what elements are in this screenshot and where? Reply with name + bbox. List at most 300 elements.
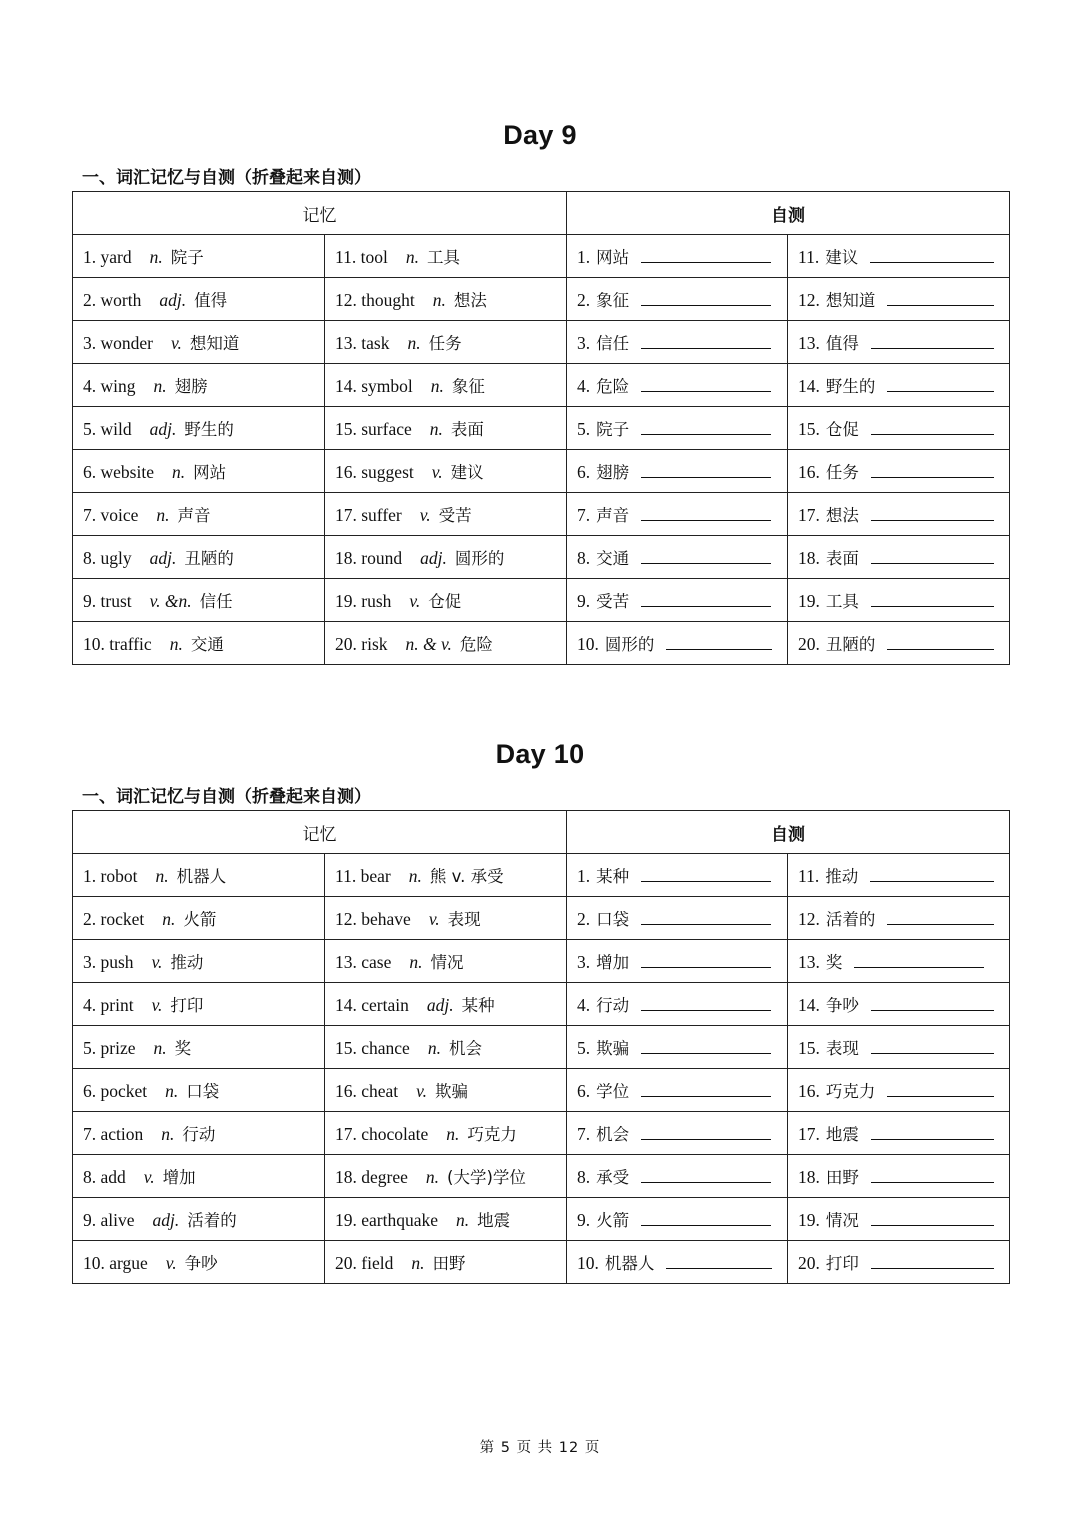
entry-meaning: 火箭 xyxy=(183,910,217,929)
entry-number: 3. xyxy=(83,952,97,972)
memory-entry xyxy=(73,1198,325,1241)
table-row xyxy=(73,536,1010,579)
entry-word: symbol xyxy=(361,376,413,396)
table-header-row xyxy=(73,811,1010,854)
entry-part-of-speech: v. xyxy=(416,1081,428,1101)
answer-blank[interactable] xyxy=(641,1037,771,1054)
answer-blank[interactable] xyxy=(870,865,993,882)
selftest-entry xyxy=(567,536,788,579)
selftest-number: 8. xyxy=(577,1167,591,1187)
answer-blank[interactable] xyxy=(887,1080,993,1097)
selftest-entry xyxy=(788,854,1010,897)
memory-entry xyxy=(73,1069,325,1112)
selftest-number: 10. xyxy=(577,1253,599,1273)
entry-part-of-speech: n. xyxy=(405,247,419,267)
entry-number: 10. xyxy=(83,634,105,654)
selftest-prompt: 建议 xyxy=(825,248,859,267)
selftest-number: 13. xyxy=(798,333,820,353)
entry-meaning: 表面 xyxy=(450,420,484,439)
memory-entry xyxy=(325,854,567,897)
entry-word: pocket xyxy=(100,1081,148,1101)
selftest-prompt: 信任 xyxy=(596,334,630,353)
table-header-row xyxy=(73,192,1010,235)
selftest-number: 7. xyxy=(577,505,591,525)
entry-part-of-speech: v. xyxy=(431,462,443,482)
answer-blank[interactable] xyxy=(666,1252,771,1269)
day9-vocab-table xyxy=(72,191,1010,665)
memory-entry xyxy=(73,407,325,450)
selftest-prompt: 活着的 xyxy=(825,910,876,929)
selftest-number: 15. xyxy=(798,1038,820,1058)
table-row xyxy=(73,493,1010,536)
selftest-entry xyxy=(788,364,1010,407)
entry-word: wing xyxy=(100,376,136,396)
entry-part-of-speech: v. xyxy=(165,1253,177,1273)
entry-meaning: 象征 xyxy=(451,377,485,396)
entry-meaning: 推动 xyxy=(170,953,204,972)
selftest-entry xyxy=(567,1155,788,1198)
selftest-prompt: 推动 xyxy=(825,867,859,886)
answer-blank[interactable] xyxy=(871,547,994,564)
selftest-entry xyxy=(567,897,788,940)
memory-entry xyxy=(325,321,567,364)
entry-word: traffic xyxy=(109,634,152,654)
memory-entry xyxy=(325,407,567,450)
answer-blank[interactable] xyxy=(641,994,771,1011)
entry-meaning: 熊 v. 承受 xyxy=(429,867,504,886)
selftest-prompt: 翅膀 xyxy=(596,463,630,482)
entry-number: 4. xyxy=(83,995,97,1015)
table-row xyxy=(73,407,1010,450)
entry-part-of-speech: n. xyxy=(155,866,169,886)
entry-word: suffer xyxy=(361,505,402,525)
entry-meaning: (大学)学位 xyxy=(447,1168,526,1187)
entry-part-of-speech: n. xyxy=(161,1124,175,1144)
entry-word: degree xyxy=(361,1167,408,1187)
entry-part-of-speech: adj. xyxy=(149,419,177,439)
entry-meaning: 活着的 xyxy=(187,1211,237,1230)
entry-meaning: 工具 xyxy=(426,248,460,267)
entry-word: worth xyxy=(100,290,142,310)
selftest-prompt: 象征 xyxy=(596,291,630,310)
entry-part-of-speech: n. xyxy=(171,462,186,482)
memory-entry xyxy=(325,278,567,321)
memory-entry xyxy=(325,1026,567,1069)
table-row xyxy=(73,579,1010,622)
memory-entry xyxy=(73,235,325,278)
table-row xyxy=(73,854,1010,897)
memory-entry xyxy=(73,1112,325,1155)
table-row xyxy=(73,1026,1010,1069)
answer-blank[interactable] xyxy=(871,418,994,435)
entry-meaning: 危险 xyxy=(459,635,493,654)
entry-word: rocket xyxy=(100,909,145,929)
entry-part-of-speech: v. xyxy=(143,1167,155,1187)
selftest-number: 3. xyxy=(577,333,591,353)
entry-meaning: 想知道 xyxy=(189,334,240,353)
selftest-number: 16. xyxy=(798,462,820,482)
selftest-entry xyxy=(788,1026,1010,1069)
entry-meaning: 地震 xyxy=(477,1211,511,1230)
selftest-number: 4. xyxy=(577,376,591,396)
memory-entry xyxy=(325,364,567,407)
selftest-prompt: 表现 xyxy=(825,1039,859,1058)
selftest-number: 5. xyxy=(577,419,591,439)
selftest-prompt: 丑陋的 xyxy=(825,635,876,654)
selftest-entry xyxy=(788,897,1010,940)
selftest-prompt: 交通 xyxy=(596,549,630,568)
entry-part-of-speech: n. xyxy=(408,866,422,886)
entry-part-of-speech: adj. xyxy=(152,1210,180,1230)
selftest-entry xyxy=(788,1112,1010,1155)
selftest-prompt: 承受 xyxy=(596,1168,630,1187)
entry-number: 13. xyxy=(335,952,357,972)
memory-entry xyxy=(325,622,567,665)
selftest-prompt: 口袋 xyxy=(596,910,630,929)
selftest-entry xyxy=(788,321,1010,364)
selftest-prompt: 圆形的 xyxy=(604,635,655,654)
entry-meaning: 受苦 xyxy=(438,506,472,525)
answer-blank[interactable] xyxy=(871,1166,994,1183)
memory-entry xyxy=(73,579,325,622)
entry-number: 19. xyxy=(335,1210,357,1230)
table-row xyxy=(73,321,1010,364)
entry-part-of-speech: adj. xyxy=(420,548,447,568)
selftest-number: 15. xyxy=(798,419,820,439)
selftest-entry xyxy=(567,1069,788,1112)
selftest-entry xyxy=(788,983,1010,1026)
selftest-number: 1. xyxy=(577,247,591,267)
entry-meaning: 行动 xyxy=(182,1125,216,1144)
entry-number: 1. xyxy=(83,247,97,267)
answer-blank[interactable] xyxy=(871,1123,994,1140)
memory-entry xyxy=(325,579,567,622)
selftest-entry xyxy=(788,235,1010,278)
answer-blank[interactable] xyxy=(641,547,771,564)
answer-blank[interactable] xyxy=(641,908,771,925)
day9-section-title: 一、词汇记忆与自测（折叠起来自测） xyxy=(82,168,371,188)
selftest-number: 7. xyxy=(577,1124,591,1144)
selftest-prompt: 行动 xyxy=(596,996,630,1015)
entry-meaning: 口袋 xyxy=(186,1082,220,1101)
table-row xyxy=(73,1069,1010,1112)
selftest-entry xyxy=(788,579,1010,622)
memory-entry xyxy=(325,1069,567,1112)
entry-word: website xyxy=(100,462,154,482)
entry-meaning: 值得 xyxy=(194,291,228,310)
entry-part-of-speech: n. xyxy=(162,909,176,929)
answer-blank[interactable] xyxy=(871,332,994,349)
table-row xyxy=(73,278,1010,321)
entry-meaning: 院子 xyxy=(170,248,204,267)
memory-entry xyxy=(73,1241,325,1284)
selftest-entry xyxy=(788,1241,1010,1284)
table-row xyxy=(73,1241,1010,1284)
memory-entry xyxy=(73,622,325,665)
selftest-number: 12. xyxy=(798,290,820,310)
entry-word: prize xyxy=(100,1038,136,1058)
entry-meaning: 仓促 xyxy=(428,592,462,611)
selftest-number: 5. xyxy=(577,1038,591,1058)
table-row xyxy=(73,983,1010,1026)
selftest-number: 1. xyxy=(577,866,591,886)
selftest-entry xyxy=(567,493,788,536)
entry-number: 18. xyxy=(335,1167,357,1187)
entry-meaning: 圆形的 xyxy=(454,549,505,568)
entry-number: 9. xyxy=(83,591,97,611)
entry-part-of-speech: v. xyxy=(419,505,431,525)
entry-meaning: 某种 xyxy=(461,996,495,1015)
selftest-entry xyxy=(788,493,1010,536)
entry-word: behave xyxy=(361,909,411,929)
answer-blank[interactable] xyxy=(871,1037,994,1054)
selftest-entry xyxy=(567,364,788,407)
selftest-number: 10. xyxy=(577,634,599,654)
memory-entry xyxy=(325,450,567,493)
entry-number: 7. xyxy=(83,505,97,525)
answer-blank[interactable] xyxy=(871,994,994,1011)
selftest-number: 19. xyxy=(798,591,820,611)
answer-blank[interactable] xyxy=(641,375,771,392)
memory-entry xyxy=(325,1155,567,1198)
entry-word: robot xyxy=(100,866,138,886)
entry-number: 17. xyxy=(335,505,357,525)
answer-blank[interactable] xyxy=(641,865,771,882)
entry-meaning: 网站 xyxy=(193,463,227,482)
answer-blank[interactable] xyxy=(641,590,771,607)
day9-title: Day 9 xyxy=(503,120,577,150)
entry-word: tool xyxy=(360,247,388,267)
memory-entry xyxy=(73,493,325,536)
selftest-prompt: 想法 xyxy=(825,506,859,525)
selftest-number: 17. xyxy=(798,1124,820,1144)
entry-number: 14. xyxy=(335,376,357,396)
selftest-number: 6. xyxy=(577,462,591,482)
entry-part-of-speech: n. xyxy=(153,1038,167,1058)
answer-blank[interactable] xyxy=(641,1209,771,1226)
selftest-prompt: 工具 xyxy=(825,592,859,611)
answer-blank[interactable] xyxy=(641,246,771,263)
selftest-number: 20. xyxy=(798,1253,820,1273)
selftest-entry xyxy=(567,407,788,450)
answer-blank[interactable] xyxy=(854,951,984,968)
selftest-entry xyxy=(788,1155,1010,1198)
entry-part-of-speech: adj. xyxy=(426,995,454,1015)
selftest-number: 16. xyxy=(798,1081,820,1101)
memory-entry xyxy=(73,897,325,940)
entry-number: 15. xyxy=(335,1038,357,1058)
entry-number: 13. xyxy=(335,333,357,353)
answer-blank[interactable] xyxy=(641,1166,771,1183)
memory-entry xyxy=(73,364,325,407)
answer-blank[interactable] xyxy=(641,289,771,306)
selftest-header: 自测 xyxy=(567,192,1010,235)
answer-blank[interactable] xyxy=(887,375,993,392)
selftest-entry xyxy=(788,536,1010,579)
selftest-prompt: 火箭 xyxy=(596,1211,630,1230)
entry-meaning: 建议 xyxy=(450,463,484,482)
entry-number: 8. xyxy=(83,1167,97,1187)
entry-meaning: 奖 xyxy=(174,1039,192,1058)
table-row xyxy=(73,940,1010,983)
memory-entry xyxy=(73,854,325,897)
selftest-entry xyxy=(788,1198,1010,1241)
selftest-entry xyxy=(788,940,1010,983)
answer-blank[interactable] xyxy=(641,951,771,968)
selftest-number: 18. xyxy=(798,1167,820,1187)
answer-blank[interactable] xyxy=(641,418,771,435)
selftest-prompt: 声音 xyxy=(596,506,630,525)
entry-word: argue xyxy=(109,1253,148,1273)
selftest-number: 9. xyxy=(577,1210,591,1230)
entry-number: 4. xyxy=(83,376,97,396)
selftest-prompt: 危险 xyxy=(596,377,630,396)
entry-number: 16. xyxy=(335,1081,357,1101)
answer-blank[interactable] xyxy=(871,1252,994,1269)
entry-word: trust xyxy=(100,591,132,611)
entry-number: 3. xyxy=(83,333,97,353)
memory-entry xyxy=(73,1026,325,1069)
entry-number: 16. xyxy=(335,462,357,482)
selftest-entry xyxy=(788,1069,1010,1112)
entry-part-of-speech: n. xyxy=(149,247,163,267)
table-row xyxy=(73,450,1010,493)
entry-meaning: 巧克力 xyxy=(467,1125,517,1144)
entry-number: 18. xyxy=(335,548,357,568)
entry-part-of-speech: adj. xyxy=(149,548,177,568)
entry-number: 6. xyxy=(83,1081,97,1101)
selftest-number: 4. xyxy=(577,995,591,1015)
entry-part-of-speech: n. xyxy=(165,1081,179,1101)
entry-number: 17. xyxy=(335,1124,357,1144)
selftest-number: 9. xyxy=(577,591,591,611)
answer-blank[interactable] xyxy=(666,633,771,650)
answer-blank[interactable] xyxy=(870,246,993,263)
selftest-entry xyxy=(567,1198,788,1241)
answer-blank[interactable] xyxy=(641,1080,771,1097)
memory-entry xyxy=(325,1241,567,1284)
answer-blank[interactable] xyxy=(887,908,993,925)
entry-part-of-speech: n. xyxy=(153,376,167,396)
entry-word: earthquake xyxy=(361,1210,439,1230)
memory-entry xyxy=(325,235,567,278)
selftest-prompt: 网站 xyxy=(596,248,630,267)
selftest-number: 3. xyxy=(577,952,591,972)
answer-blank[interactable] xyxy=(641,332,771,349)
entry-number: 6. xyxy=(83,462,97,482)
memory-entry xyxy=(73,321,325,364)
entry-meaning: 交通 xyxy=(190,635,224,654)
selftest-entry xyxy=(567,579,788,622)
selftest-prompt: 野生的 xyxy=(825,377,876,396)
entry-word: bear xyxy=(360,866,391,886)
selftest-entry xyxy=(567,278,788,321)
selftest-number: 17. xyxy=(798,505,820,525)
answer-blank[interactable] xyxy=(871,1209,994,1226)
entry-meaning: 机器人 xyxy=(176,867,227,886)
entry-word: task xyxy=(361,333,390,353)
selftest-entry xyxy=(567,622,788,665)
selftest-number: 19. xyxy=(798,1210,820,1230)
entry-part-of-speech: n. xyxy=(427,1038,441,1058)
selftest-prompt: 田野 xyxy=(825,1168,859,1187)
answer-blank[interactable] xyxy=(871,504,994,521)
entry-word: wild xyxy=(100,419,132,439)
entry-word: round xyxy=(361,548,403,568)
table-row xyxy=(73,364,1010,407)
entry-part-of-speech: n. xyxy=(169,634,183,654)
entry-word: alive xyxy=(100,1210,135,1230)
selftest-number: 20. xyxy=(798,634,820,654)
selftest-number: 14. xyxy=(798,995,820,1015)
entry-meaning: 信任 xyxy=(199,592,233,611)
answer-blank[interactable] xyxy=(887,289,993,306)
entry-part-of-speech: v. xyxy=(409,591,421,611)
answer-blank[interactable] xyxy=(641,461,771,478)
answer-blank[interactable] xyxy=(871,461,994,478)
entry-meaning: 翅膀 xyxy=(174,377,208,396)
selftest-prompt: 某种 xyxy=(596,867,630,886)
entry-word: risk xyxy=(361,634,388,654)
entry-word: print xyxy=(100,995,134,1015)
selftest-prompt: 打印 xyxy=(825,1254,859,1273)
table-row xyxy=(73,1155,1010,1198)
selftest-prompt: 情况 xyxy=(825,1211,859,1230)
selftest-number: 13. xyxy=(798,952,820,972)
selftest-number: 11. xyxy=(798,247,820,267)
day10-vocab-table xyxy=(72,810,1010,1284)
selftest-prompt: 奖 xyxy=(825,953,843,972)
entry-number: 10. xyxy=(83,1253,105,1273)
answer-blank[interactable] xyxy=(641,504,771,521)
selftest-prompt: 表面 xyxy=(825,549,859,568)
answer-blank[interactable] xyxy=(887,633,993,650)
selftest-entry xyxy=(567,854,788,897)
entry-word: wonder xyxy=(100,333,153,353)
selftest-number: 12. xyxy=(798,909,820,929)
entry-word: action xyxy=(100,1124,144,1144)
selftest-number: 8. xyxy=(577,548,591,568)
memory-entry xyxy=(325,897,567,940)
memory-entry xyxy=(73,983,325,1026)
entry-part-of-speech: n. & v. xyxy=(405,634,452,654)
entry-number: 2. xyxy=(83,909,97,929)
entry-number: 8. xyxy=(83,548,97,568)
entry-meaning: 丑陋的 xyxy=(184,549,234,568)
memory-entry xyxy=(325,940,567,983)
entry-number: 11. xyxy=(335,866,357,886)
entry-number: 2. xyxy=(83,290,97,310)
selftest-number: 2. xyxy=(577,909,591,929)
selftest-entry xyxy=(567,1112,788,1155)
selftest-prompt: 巧克力 xyxy=(825,1082,876,1101)
entry-word: rush xyxy=(361,591,392,611)
entry-number: 15. xyxy=(335,419,357,439)
answer-blank[interactable] xyxy=(871,590,994,607)
entry-meaning: 欺骗 xyxy=(435,1082,469,1101)
entry-word: case xyxy=(361,952,392,972)
entry-part-of-speech: v. xyxy=(428,909,440,929)
entry-part-of-speech: n. xyxy=(456,1210,470,1230)
selftest-entry xyxy=(567,235,788,278)
entry-part-of-speech: n. xyxy=(156,505,170,525)
entry-word: voice xyxy=(100,505,139,525)
entry-part-of-speech: n. xyxy=(411,1253,425,1273)
selftest-number: 11. xyxy=(798,866,820,886)
selftest-prompt: 值得 xyxy=(825,334,859,353)
entry-meaning: 争吵 xyxy=(184,1254,218,1273)
answer-blank[interactable] xyxy=(641,1123,771,1140)
